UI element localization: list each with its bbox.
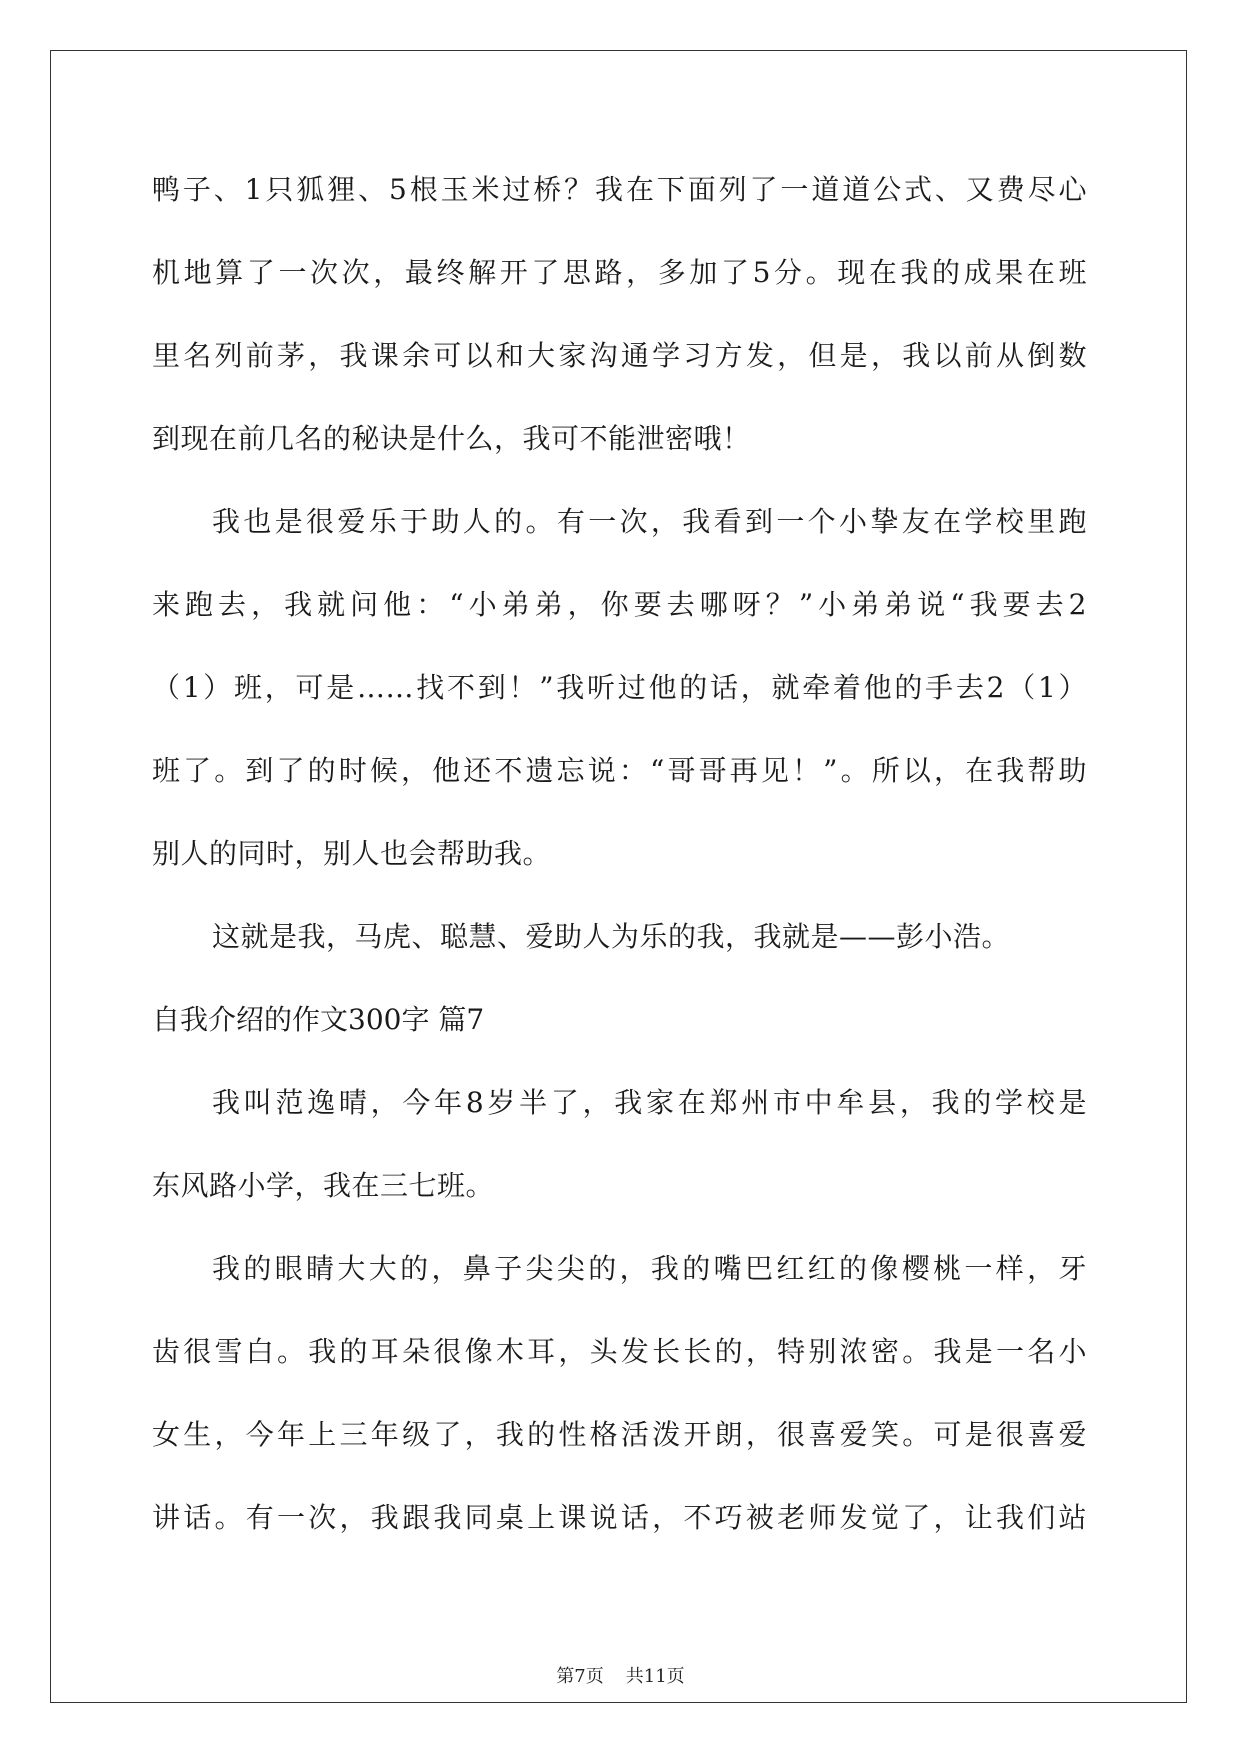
text-line: 这就是我，马虎、聪慧、爱助人为乐的我，我就是——彭小浩。 — [212, 920, 1011, 953]
text-line: 女生，今年上三年级了，我的性格活泼开朗，很喜爱笑。可是很喜爱 — [152, 1418, 1087, 1451]
text-line: （1）班，可是……找不到！”我听过他的话，就牵着他的手去2（1） — [152, 671, 1087, 704]
page-total: 共11页 — [625, 1666, 685, 1687]
text-line: 来跑去，我就问他：“小弟弟，你要去哪呀？”小弟弟说“我要去2 — [152, 588, 1087, 621]
text-line: 到现在前几名的秘诀是什么，我可不能泄密哦！ — [152, 422, 751, 455]
text-line: 齿很雪白。我的耳朵很像木耳，头发长长的，特别浓密。我是一名小 — [152, 1335, 1087, 1368]
text-line: 我叫范逸晴，今年8岁半了，我家在郑州市中牟县，我的学校是 — [212, 1086, 1087, 1119]
text-line: 我的眼睛大大的，鼻子尖尖的，我的嘴巴红红的像樱桃一样，牙 — [212, 1252, 1087, 1285]
text-line: 东风路小学，我在三七班。 — [152, 1169, 495, 1202]
text-line: 机地算了一次次，最终解开了思路，多加了5分。现在我的成果在班 — [152, 256, 1087, 289]
page-number: 第7页 — [556, 1666, 604, 1687]
text-line: 讲话。有一次，我跟我同桌上课说话，不巧被老师发觉了，让我们站 — [152, 1501, 1087, 1534]
document-body — [152, 162, 1087, 1573]
page-footer — [0, 1665, 1241, 1689]
text-line: 里名列前茅，我课余可以和大家沟通学习方发，但是，我以前从倒数 — [152, 339, 1087, 372]
text-line: 鸭子、1只狐狸、5根玉米过桥？我在下面列了一道道公式、又费尽心 — [152, 173, 1087, 206]
section-heading: 自我介绍的作文300字 篇7 — [152, 1003, 485, 1036]
text-line: 班了。到了的时候，他还不遗忘说：“哥哥再见！”。所以，在我帮助 — [152, 754, 1087, 787]
text-line: 别人的同时，别人也会帮助我。 — [152, 837, 552, 870]
text-line: 我也是很爱乐于助人的。有一次，我看到一个小挚友在学校里跑 — [212, 505, 1087, 538]
